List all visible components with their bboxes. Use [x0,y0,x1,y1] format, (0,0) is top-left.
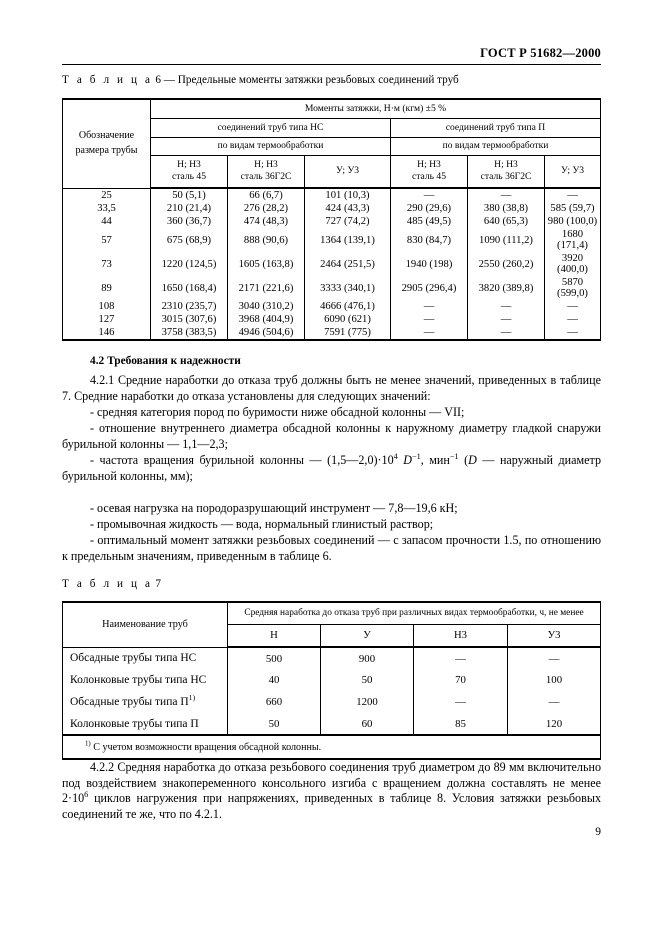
bullet-rotation-var-d2: D [468,453,477,467]
table7-name-sup: 1) [188,693,196,703]
table6-cell: 4666 (476,1) [305,300,391,313]
table6-cell: 50 (5,1) [151,188,228,202]
bullet-rotation-var-d: D [403,453,412,467]
table7-footnote-text: С учетом возможности вращения обсадной колонны. [90,741,322,753]
table7-col-u3: У3 [508,624,601,647]
table6-head-row-1 [63,99,601,118]
table6-cell: 1940 (198) [391,252,468,276]
table-row [63,669,601,691]
table7-cell: 900 [321,647,414,669]
table6-col-p-n-steel36g2c-line1: Н; Н3 [494,159,518,171]
paragraph-4-2-2-part-b: циклов нагружения при напряжениях, приведенных в таблице 8. Условия затяжки резьбовых соединений те же, что по 4.2.1. [62,791,601,821]
standard-code-header: ГОСТ Р 51682—2000 [480,46,601,60]
table6-col-p-u: У; У3 [545,155,601,188]
table6-cell: — [545,188,601,202]
table7-name-text: Колонковые трубы типа НС [70,674,207,686]
table6-cell: 66 (6,7) [228,188,305,202]
table7-cell-name [63,669,228,691]
table6-cell: 3758 (383,5) [151,326,228,340]
table7-cell-name [63,647,228,669]
table6-col-p-n-steel36g2c-line2: сталь 36Г2С [480,171,532,183]
table7-cell: 100 [508,669,601,691]
table6-cell: 585 (59,7) [545,202,601,215]
table6-cell: 101 (10,3) [305,188,391,202]
table7-cell: — [508,647,601,669]
table6-col-nc-n-steel45-line1: Н; Н3 [177,159,201,171]
table6-caption-text: — Предельные моменты затяжки резьбовых соединений труб [163,74,459,86]
table6-cell-size: 44 [63,215,151,228]
bullet-rotation-open-paren: ( [458,453,469,467]
table6-body [63,188,601,340]
table7-name-text: Обсадные трубы типа П [70,696,189,708]
table6-cell: 3040 (310,2) [228,300,305,313]
table6-cell: 2464 (251,5) [305,252,391,276]
bullet-rotation-part-c: , мин [420,453,450,467]
table6-cell: 3968 (404,9) [228,313,305,326]
table7-cell-name [63,691,228,713]
table7-cell: 50 [321,669,414,691]
paragraph-4-2-2 [62,760,601,822]
table6-cell: 1364 (139,1) [305,228,391,252]
table7-cell: — [414,647,508,669]
table6-cell-size: 33,5 [63,202,151,215]
table6-cell-size: 25 [63,188,151,202]
table7-head-row-1 [63,602,601,624]
section-title-text: Требования к надежности [107,355,241,367]
table6-header-group-p: соединений труб типа П [391,118,601,137]
table6-cell: 7591 (775) [305,326,391,340]
table6-head [63,99,601,188]
table6-cell: 1605 (163,8) [228,252,305,276]
section-number: 4.2 [90,355,105,367]
table7-col-u: У [321,624,414,647]
table6-cell: 360 (36,7) [151,215,228,228]
table6-cell: — [391,188,468,202]
paragraph-4-2-1: 4.2.1 Средние наработки до отказа труб должны быть не менее значений, приведенных в таблице 7. Средние наработки до отказа установлены для следующих значений: [62,373,601,403]
table6-header-size: Обозначение размера трубы [63,99,151,188]
table6-cell: 3920 (400,0) [545,252,601,276]
table7-note-row [63,735,601,759]
table-row [63,276,601,300]
table6-cell: — [468,326,545,340]
table6-cell: — [545,300,601,313]
table6-cell: 290 (29,6) [391,202,468,215]
table7-cell: 40 [228,669,321,691]
table6-cell: 2905 (296,4) [391,276,468,300]
table7-header-name: Наименование труб [63,602,228,647]
table-7 [62,601,601,760]
bullet-flushing-fluid: - промывочная жидкость — вода, нормальный глинистый раствор; [90,517,434,531]
table6-col-p-n-steel45 [391,155,468,188]
table6-col-nc-n-steel36g2c [228,155,305,188]
table6-cell: 210 (21,4) [151,202,228,215]
table7-cell: — [414,691,508,713]
table6-header-sub-nc: по видам термообработки [151,137,391,155]
page-number: 9 [595,826,601,838]
table6-cell: 2550 (260,2) [468,252,545,276]
table7-footnote-marker: 1) [85,740,91,748]
table7-caption-number: 7 [155,578,161,590]
table7-cell: 50 [228,713,321,735]
table6-cell: — [468,188,545,202]
table6-cell: — [468,313,545,326]
bullet-rotation-exp-neg1: −1 [411,451,421,461]
table-row [63,202,601,215]
table6-cell-size: 89 [63,276,151,300]
table7-caption-word: Т а б л и ц а [62,578,153,590]
bullet-rotation-part-e: — наружный диаметр бурильной колонны, мм); [62,453,601,483]
bullet-rotation-exp-min-neg1: −1 [449,451,459,461]
table6-col-p-n-steel36g2c [468,155,545,188]
table6-cell: 727 (74,2) [305,215,391,228]
bullet-axial-load: - осевая нагрузка на породоразрушающий инструмент — 7,8—19,6 кН; [90,501,458,515]
section-heading [90,355,241,367]
table6-cell-size: 57 [63,228,151,252]
table6-cell: 424 (43,3) [305,202,391,215]
table-row [63,647,601,669]
table7-cell: — [508,691,601,713]
table6-cell: 380 (38,8) [468,202,545,215]
table6-col-nc-n-steel36g2c-line2: сталь 36Г2С [240,171,292,183]
table7-header-span: Средняя наработка до отказа труб при различных видах термообработки, ч, не менее [228,602,601,624]
table7-cell: 500 [228,647,321,669]
bullet-rotation-exp-4: 4 [393,451,398,461]
table-row [63,713,601,735]
table6-cell: 276 (28,2) [228,202,305,215]
table6-cell-size: 127 [63,313,151,326]
table6-cell: 2171 (221,6) [228,276,305,300]
table6-cell: — [391,300,468,313]
header-divider [62,64,601,65]
table6-header-group-nc: соединений труб типа НС [151,118,391,137]
table6-cell: 640 (65,3) [468,215,545,228]
bullet-rock-category: - средняя категория пород по буримости ниже обсадной колонны — VII; [90,405,465,419]
table6-caption-word: Т а б л и ц а [62,74,153,86]
paragraph-4-2-2-part-a: 4.2.2 Средняя наработка до отказа резьбового соединения труб диаметром до 89 мм включительно под воздействием знакопеременного консольного изгиба с вращением должна составлять не менее 2·10 [62,760,601,806]
table6-header-moments: Моменты затяжки, Н·м (кгм) ±5 % [151,99,601,118]
bullet-diameter-ratio: - отношение внутреннего диаметра обсадной колонны к наружному диаметру гладкой снаружи бурильной колонны — 1,1—2,3; [62,421,601,451]
table-row [63,228,601,252]
bullet-rotation-part-a: - частота вращения бурильной колонны — (1,5—2,0)·10 [90,453,394,467]
table6-col-nc-n-steel45-line2: сталь 45 [171,171,207,183]
table7-cell: 1200 [321,691,414,713]
table7-cell: 120 [508,713,601,735]
table7-footnote [63,735,601,759]
table6-cell: 1090 (111,2) [468,228,545,252]
table7-caption [62,578,161,590]
table6-cell: 980 (100,0) [545,215,601,228]
table6-col-p-n-steel45-line1: Н; Н3 [417,159,441,171]
table6-cell: 3015 (307,6) [151,313,228,326]
bullet-optimal-torque: - оптимальный момент затяжки резьбовых соединений — с запасом прочности 1.5, по отношению к предельным значениям, приведенным в таблице 6. [62,533,601,563]
table6-cell: 1220 (124,5) [151,252,228,276]
table6-col-nc-n-steel45 [151,155,228,188]
table6-cell: — [545,313,601,326]
table6-cell: 4946 (504,6) [228,326,305,340]
table6-cell: — [468,300,545,313]
table6-cell: 2310 (235,7) [151,300,228,313]
table7-col-n: Н [228,624,321,647]
table6-cell: 830 (84,7) [391,228,468,252]
table6-col-nc-n-steel36g2c-line1: Н; Н3 [254,159,278,171]
table-row [63,691,601,713]
table6-cell: 5870 (599,0) [545,276,601,300]
table-row [63,313,601,326]
table7-cell: 70 [414,669,508,691]
table6-cell: — [391,313,468,326]
table7-col-n3: Н3 [414,624,508,647]
paragraph-4-2-2-exponent: 6 [84,790,89,800]
table-row [63,326,601,340]
table6-cell: 3333 (340,1) [305,276,391,300]
table6-cell: 1680 (171,4) [545,228,601,252]
table6-caption [62,74,459,86]
table6-cell: 1650 (168,4) [151,276,228,300]
table-6 [62,98,601,341]
table6-cell: 474 (48,3) [228,215,305,228]
table7-body [63,647,601,759]
table6-col-nc-u: У; У3 [305,155,391,188]
table7-head [63,602,601,647]
table6-cell: 6090 (621) [305,313,391,326]
table7-cell: 85 [414,713,508,735]
table7-cell-name [63,713,228,735]
table-row [63,300,601,313]
table6-cell: — [545,326,601,340]
bullet-rotation-frequency [62,453,601,484]
table6-cell-size: 73 [63,252,151,276]
table6-cell: 675 (68,9) [151,228,228,252]
table6-cell: 3820 (389,8) [468,276,545,300]
table7-name-text: Обсадные трубы типа НС [70,652,197,665]
table6-cell-size: 146 [63,326,151,340]
table6-cell: 888 (90,6) [228,228,305,252]
table6-col-p-n-steel45-line2: сталь 45 [411,171,447,183]
table6-caption-number: 6 [155,74,161,86]
table6-cell-size: 108 [63,300,151,313]
table7-cell: 60 [321,713,414,735]
table-row [63,215,601,228]
table7-cell: 660 [228,691,321,713]
table7-name-text: Колонковые трубы типа П [70,717,199,730]
table-row [63,188,601,202]
table-row [63,252,601,276]
table6-cell: — [391,326,468,340]
table6-cell: 485 (49,5) [391,215,468,228]
table6-header-sub-p: по видам термообработки [391,137,601,155]
